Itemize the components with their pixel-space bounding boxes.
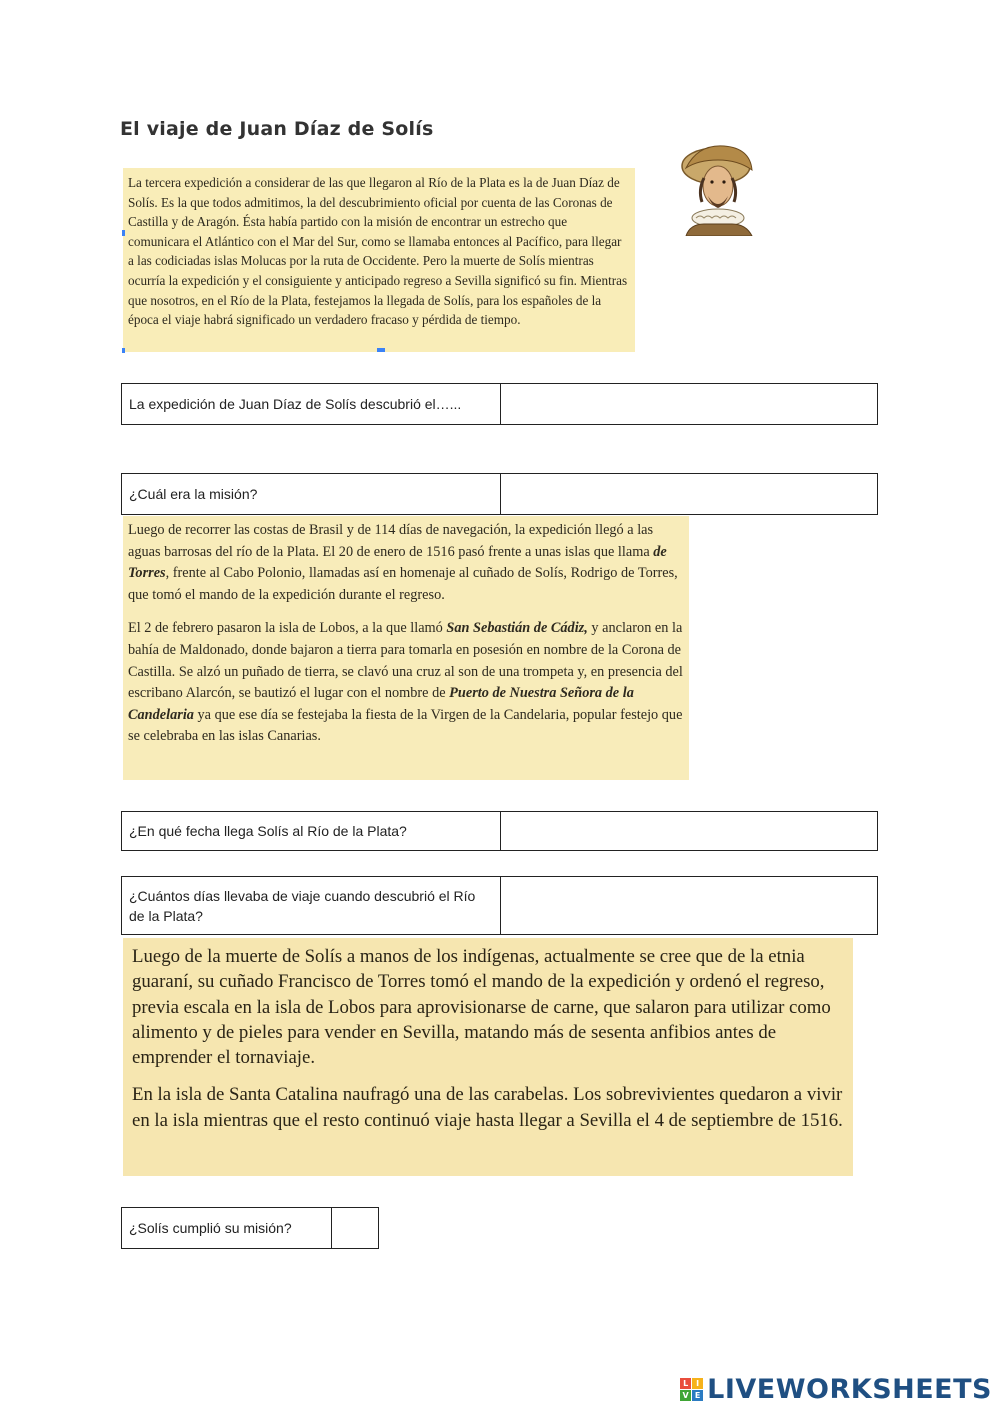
return-passage bbox=[123, 938, 853, 1176]
question-row bbox=[121, 876, 878, 935]
page-title: El viaje de Juan Díaz de Solís bbox=[120, 118, 434, 140]
return-paragraph-1: Luego de la muerte de Solís a manos de los indígenas, actualmente se cree que de la etnia guaraní, su cuñado Francisco de Torres tomó el mando de la expedición y ordenó el regreso, previa escala en la isla de Lobos para aprovisionarse de carne, que salaron para utilizar como alimento y de pieles para vender en Sevilla, matando más de sesenta anfibios antes de emprender el tornaviaje. bbox=[132, 946, 831, 1069]
answer-field[interactable] bbox=[501, 384, 877, 424]
liveworksheets-logo-icon: L I V E bbox=[680, 1378, 703, 1401]
selection-handle[interactable] bbox=[122, 230, 125, 236]
intro-passage-text: La tercera expedición a considerar de las que llegaron al Río de la Plata es la de Juan Díaz de Solís. Es la que todos admitimos, la del descubrimiento oficial por cuenta de las Coronas de Castilla y de Aragón. Ésta había partido con la misión de encontrar un estrecho que comunicara el Atlántico con el Mar del Sur, como se llamaba entonces al Pacífico, para llegar a las codiciadas islas Molucas por la ruta de Occidente. Pero la muerte de Solís mientras ocurría la expedición y el consiguiente y anticipado regreso a Sevilla significó su fin. Mientras que nosotros, en el Río de la Plata, festejamos la llegada de Solís, para los españoles de la época el viaje habrá significado un verdadero fracaso y pérdida de tiempo. bbox=[128, 175, 628, 328]
question-label: La expedición de Juan Díaz de Solís descubrió el…... bbox=[122, 384, 501, 424]
selection-handle[interactable] bbox=[122, 348, 125, 353]
question-label: ¿En qué fecha llega Solís al Río de la Plata? bbox=[122, 812, 501, 850]
liveworksheets-brand bbox=[680, 1374, 992, 1405]
arrival-paragraph-1: Luego de recorrer las costas de Brasil y de 114 días de navegación, la expedición llegó a las aguas barrosas del río de la Plata. El 20 de enero de 1516 pasó frente a unas islas que llama de Torres, frente al Cabo Polonio, llamadas así en homenaje al cuñado de Solís, Rodrigo de Torres, que tomó el mando de la expedición durante el regreso. bbox=[128, 522, 678, 603]
question-row bbox=[121, 1207, 379, 1249]
question-row bbox=[121, 811, 878, 851]
answer-field[interactable] bbox=[501, 877, 877, 934]
question-row bbox=[121, 383, 878, 425]
explorer-portrait-icon bbox=[668, 140, 766, 236]
brand-text: LIVEWORKSHEETS bbox=[707, 1374, 992, 1405]
arrival-paragraph-2: El 2 de febrero pasaron la isla de Lobos, a la que llamó San Sebastián de Cádiz, y anclaron en la bahía de Maldonado, donde bajaron a tierra para tomarla en posesión en nombre de la Corona de Castilla. Se alzó un puñado de tierra, se clavó una cruz al son de una trompeta y, en presencia del escribano Alarcón, se bautizó el lugar con el nombre de Puerto de Nuestra Señora de la Candelaria ya que ese día se festejaba la fiesta de la Virgen de la Candelaria, popular festejo que se celebraba en las islas Canarias. bbox=[128, 620, 683, 745]
question-label: ¿Solís cumplió su misión? bbox=[122, 1208, 332, 1248]
question-row bbox=[121, 473, 878, 515]
return-paragraph-2: En la isla de Santa Catalina naufragó una de las carabelas. Los sobrevivientes quedaron a vivir en la isla mientras que el resto continuó viaje hasta llegar a Sevilla el 4 de septiembre de 1516. bbox=[132, 1084, 843, 1131]
question-label: ¿Cuál era la misión? bbox=[122, 474, 501, 514]
selection-handle[interactable] bbox=[377, 348, 385, 352]
intro-passage bbox=[123, 168, 635, 352]
answer-field[interactable] bbox=[332, 1208, 378, 1248]
arrival-passage bbox=[123, 516, 689, 780]
answer-field[interactable] bbox=[501, 812, 877, 850]
question-label: ¿Cuántos días llevaba de viaje cuando descubrió el Río de la Plata? bbox=[122, 877, 501, 934]
answer-field[interactable] bbox=[501, 474, 877, 514]
